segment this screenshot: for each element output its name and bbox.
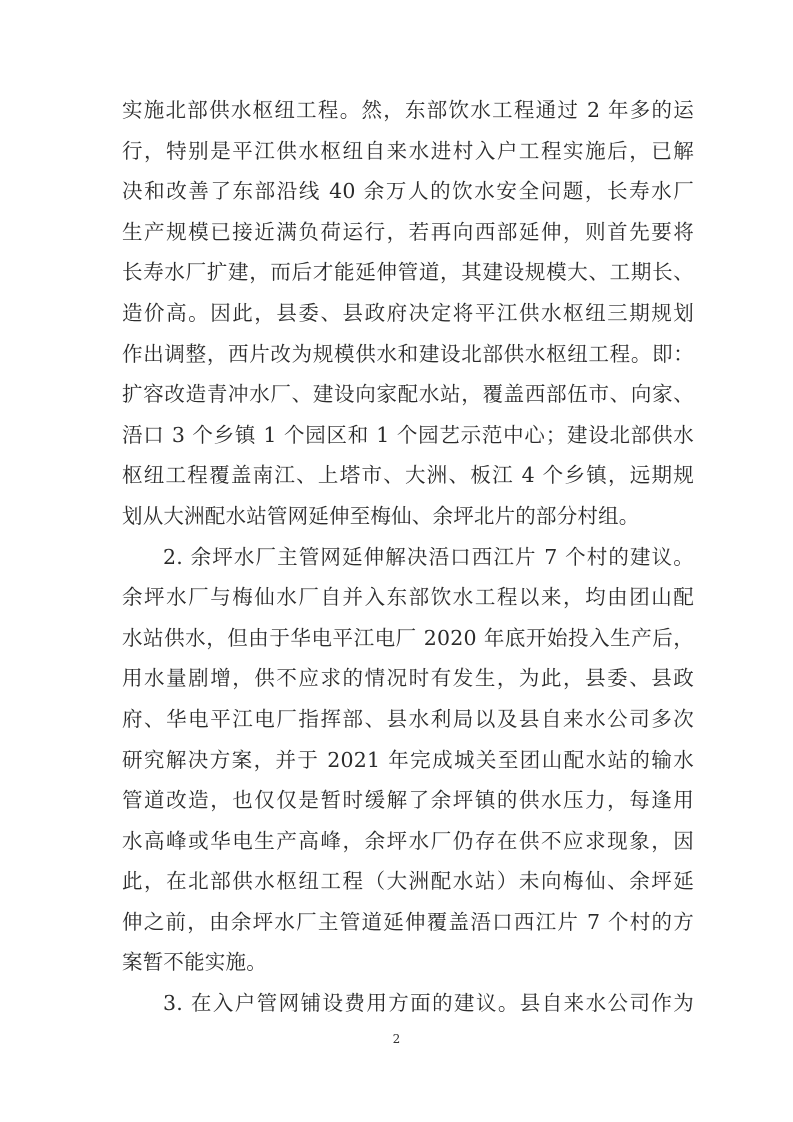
text-line: 2. 余坪水厂主管网延伸解决浯口西江片 7 个村的建议。 [163, 544, 694, 569]
text-line: 水高峰或华电生产高峰，余坪水厂仍存在供不应求现象，因 [122, 828, 694, 853]
text-line: 行，特别是平江供水枢纽自来水进村入户工程实施后，已解 [122, 138, 694, 163]
text-line: 实施北部供水枢纽工程。然，东部饮水工程通过 2 年多的运 [122, 98, 694, 122]
text-line: 造价高。因此，县委、县政府决定将平江供水枢纽三期规划 [122, 300, 694, 325]
text-line: 研究解决方案，并于 2021 年完成城关至团山配水站的输水 [122, 747, 694, 772]
text-line: 枢纽工程覆盖南江、上塔市、大洲、板江 4 个乡镇，远期规 [122, 463, 694, 488]
text-line: 用水量剧增，供不应求的情况时有发生，为此，县委、县政 [122, 666, 694, 691]
text-line: 案暂不能实施。 [122, 950, 267, 975]
text-line: 决和改善了东部沿线 40 余万人的饮水安全问题，长寿水厂 [122, 179, 694, 204]
text-line: 管道改造，也仅仅是暂时缓解了余坪镇的供水压力，每逢用 [122, 788, 694, 813]
text-line: 伸之前，由余坪水厂主管道延伸覆盖浯口西江片 7 个村的方 [122, 909, 694, 934]
text-line: 3. 在入户管网铺设费用方面的建议。县自来水公司作为 [163, 991, 694, 1016]
text-line: 此，在北部供水枢纽工程（大洲配水站）未向梅仙、余坪延 [122, 869, 694, 894]
body-text [122, 90, 694, 1024]
text-line: 水站供水，但由于华电平江电厂 2020 年底开始投入生产后， [122, 625, 694, 650]
text-line: 府、华电平江电厂指挥部、县水利局以及县自来水公司多次 [122, 706, 694, 731]
text-line: 作出调整，西片改为规模供水和建设北部供水枢纽工程。即： [122, 341, 694, 366]
text-line: 扩容改造青冲水厂、建设向家配水站，覆盖西部伍市、向家、 [122, 382, 694, 407]
text-line: 浯口 3 个乡镇 1 个园区和 1 个园艺示范中心；建设北部供水 [122, 422, 694, 447]
page-number: 2 [392, 1032, 401, 1046]
text-line: 余坪水厂与梅仙水厂自并入东部饮水工程以来，均由团山配 [122, 585, 694, 610]
text-line: 长寿水厂扩建，而后才能延伸管道，其建设规模大、工期长、 [122, 260, 694, 285]
text-line: 划从大洲配水站管网延伸至梅仙、余坪北片的部分村组。 [122, 503, 640, 528]
text-line: 生产规模已接近满负荷运行，若再向西部延伸，则首先要将 [122, 219, 694, 244]
